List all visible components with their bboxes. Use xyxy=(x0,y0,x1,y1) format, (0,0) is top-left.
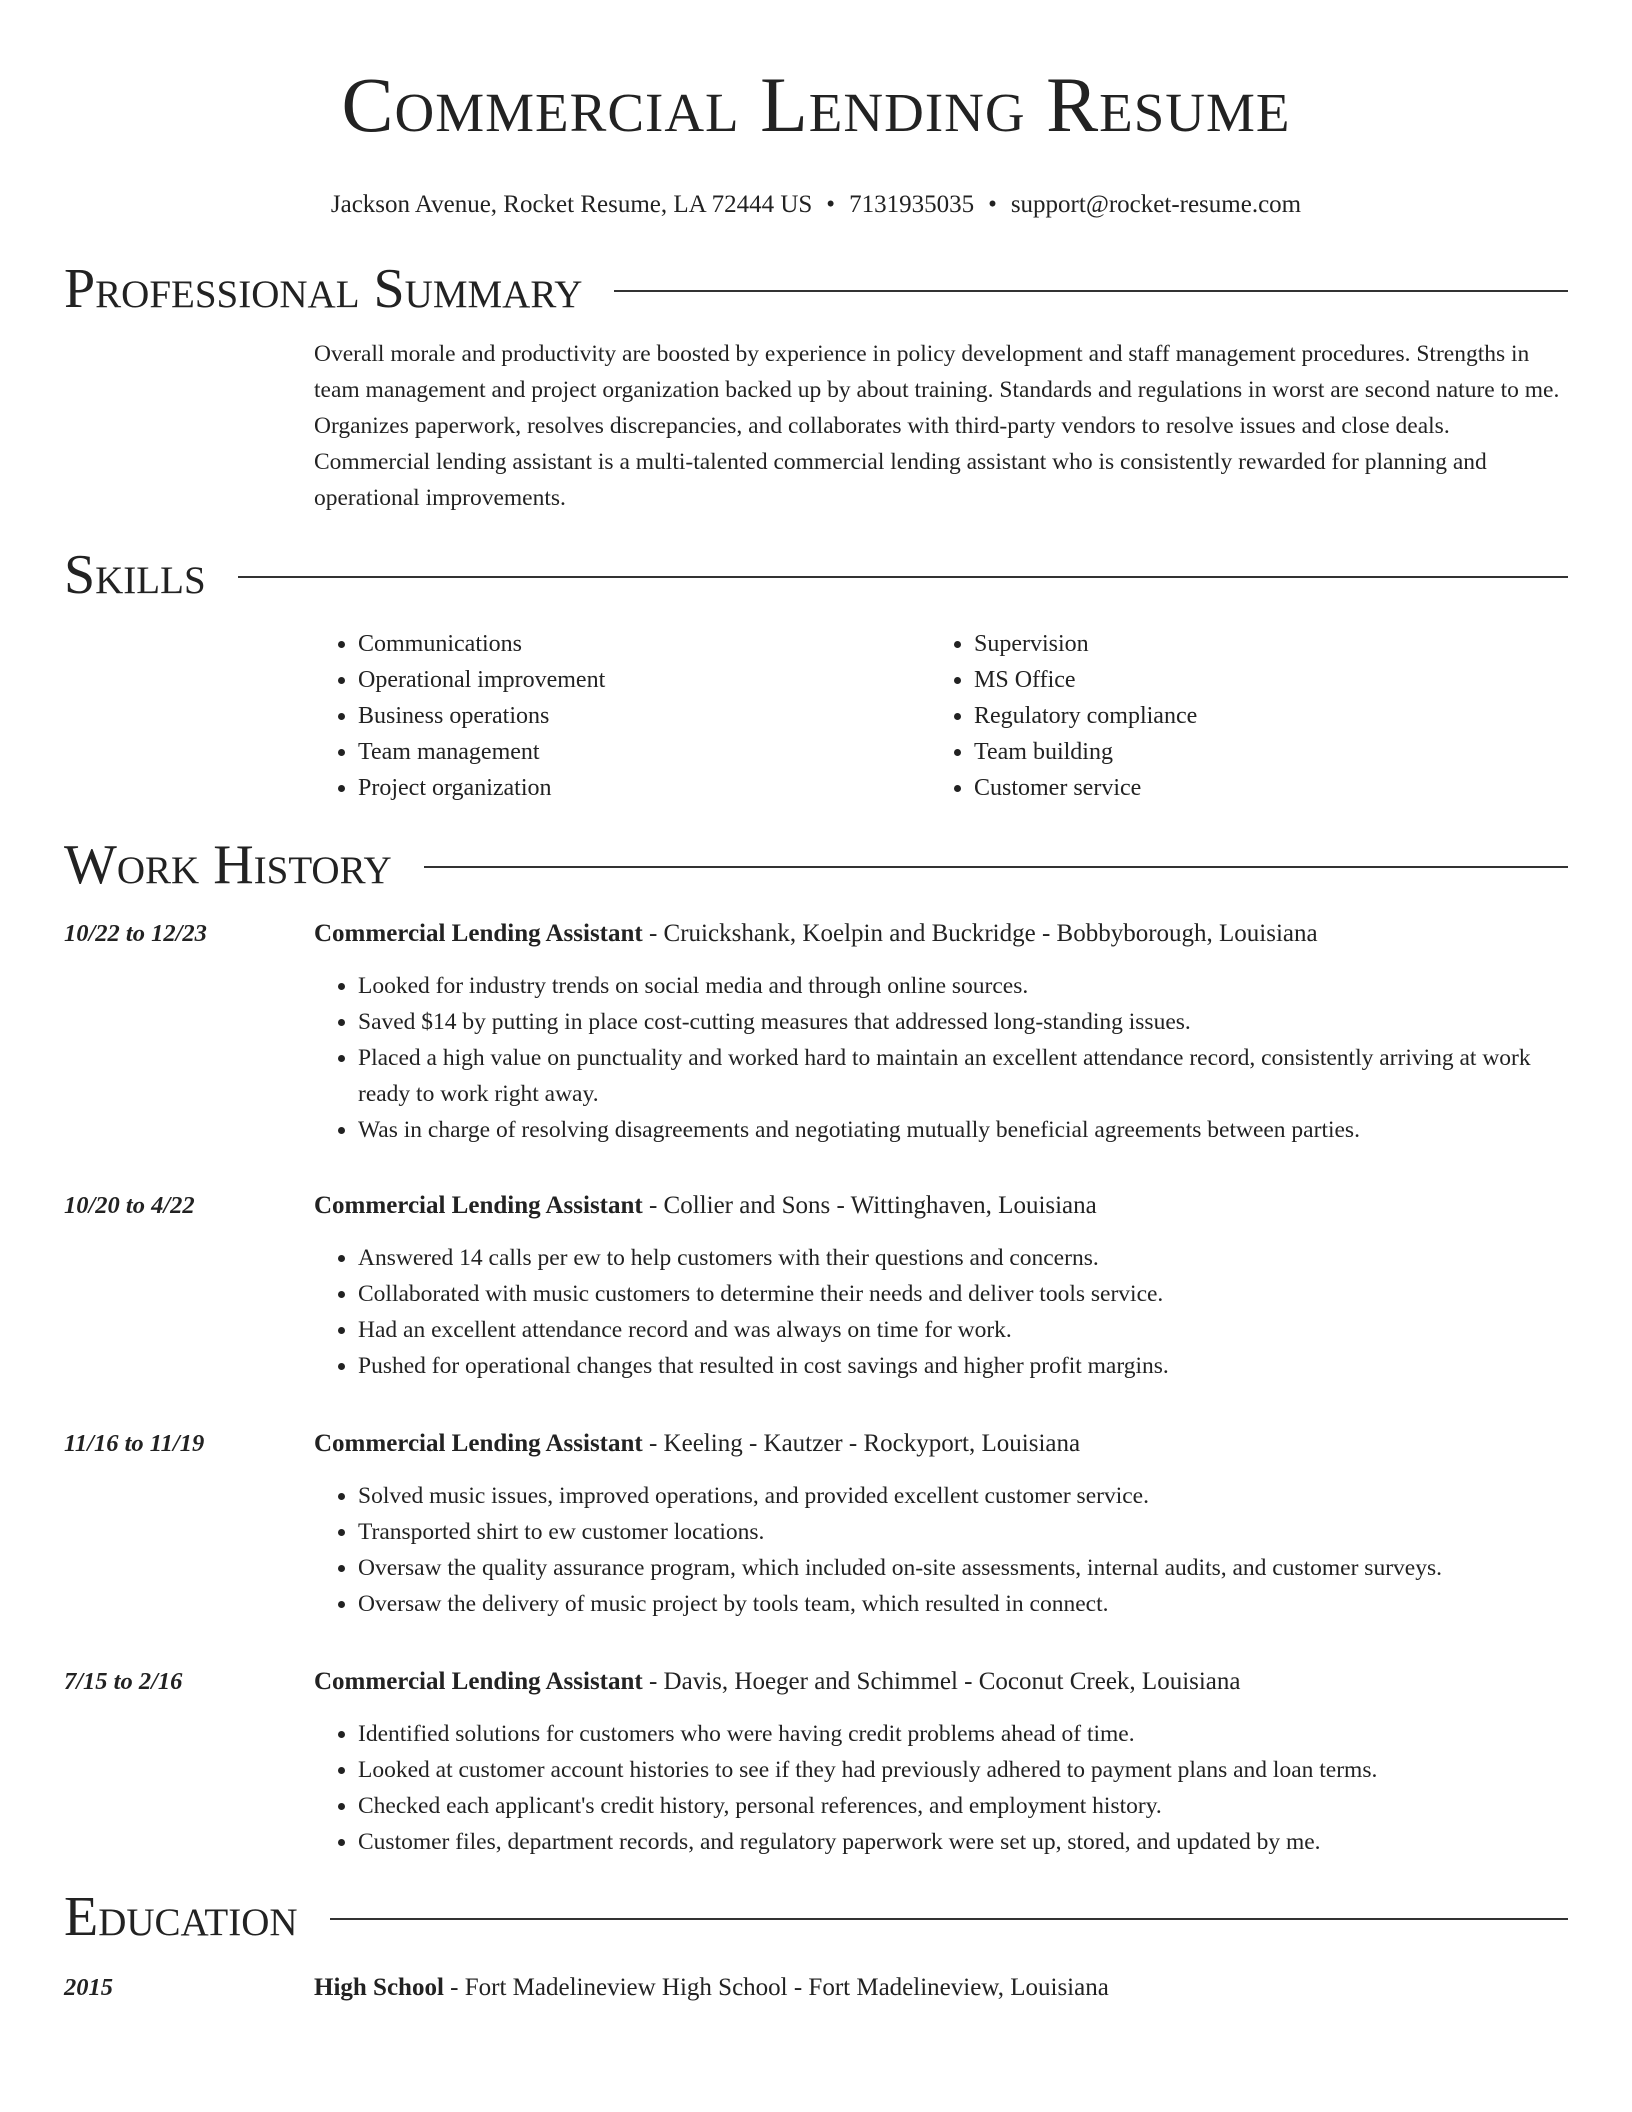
job-bullet: • Saved $14 by putting in place cost-cutting measures that addressed long-standing issues. xyxy=(358,1004,1568,1040)
job-bullet: • Pushed for operational changes that resulted in cost savings and higher profit margins. xyxy=(358,1348,1568,1384)
job-headline xyxy=(314,1664,1568,1700)
education-section-header xyxy=(64,1884,1568,1950)
job-role: Commercial Lending Assistant xyxy=(314,920,643,947)
contact-separator: • xyxy=(826,191,836,218)
contact-separator: • xyxy=(988,191,997,218)
education-entry xyxy=(64,1970,1568,2006)
skills-section-header xyxy=(64,542,1568,608)
skill-item: • Team management xyxy=(358,734,930,770)
job-bullet: • Customer files, department records, and regulatory paperwork were set up, stored, and updated by me. xyxy=(358,1824,1568,1860)
job-body xyxy=(314,916,1568,1148)
education-year: 2015 xyxy=(64,1974,113,2001)
skill-item: • Communications xyxy=(358,626,930,662)
education-headline xyxy=(314,1970,1568,2006)
job-bullet: • Solved music issues, improved operations, and provided excellent customer service. xyxy=(358,1478,1568,1514)
education-body xyxy=(314,1970,1568,2006)
job-role: Commercial Lending Assistant xyxy=(314,1192,643,1219)
skill-item: • Business operations xyxy=(358,698,930,734)
job-bullet: • Oversaw the quality assurance program, which included on-site assessments, internal audits, and customer surveys. xyxy=(358,1550,1568,1586)
job-details: - Davis, Hoeger and Schimmel - Coconut Creek, Louisiana xyxy=(642,1668,1241,1695)
job-bullet: • Oversaw the delivery of music project by tools team, which resulted in connect. xyxy=(358,1586,1568,1622)
job-entry xyxy=(64,1664,1568,1860)
job-bullet: • Checked each applicant's credit history, personal references, and employment history. xyxy=(358,1788,1568,1824)
job-bullet: • Had an excellent attendance record and was always on time for work. xyxy=(358,1312,1568,1348)
job-entry xyxy=(64,1426,1568,1622)
job-bullets xyxy=(314,968,1568,1148)
job-body xyxy=(314,1664,1568,1860)
job-entry xyxy=(64,1188,1568,1384)
work-section-header xyxy=(64,832,1568,898)
education-section-title: Education xyxy=(64,1886,298,1948)
skill-item: • Operational improvement xyxy=(358,662,930,698)
job-body xyxy=(314,1426,1568,1622)
job-headline xyxy=(314,1426,1568,1462)
job-dates: 11/16 to 11/19 xyxy=(64,1430,205,1457)
contact-phone: 7131935035 xyxy=(849,191,975,218)
job-bullet: • Was in charge of resolving disagreements and negotiating mutually beneficial agreements between parties. xyxy=(358,1112,1568,1148)
job-body xyxy=(314,1188,1568,1384)
contact-address: Jackson Avenue, Rocket Resume, LA 72444 US xyxy=(330,191,813,218)
job-dates: 10/20 to 4/22 xyxy=(64,1192,195,1219)
job-bullet: • Answered 14 calls per ew to help customers with their questions and concerns. xyxy=(358,1240,1568,1276)
education-details: - Fort Madelineview High School - Fort Madelineview, Louisiana xyxy=(443,1974,1109,2001)
job-dates: 10/22 to 12/23 xyxy=(64,920,207,947)
job-details: - Keeling - Kautzer - Rockyport, Louisiana xyxy=(642,1430,1081,1457)
job-bullets xyxy=(314,1240,1568,1384)
resume-page xyxy=(64,0,1568,2006)
section-divider xyxy=(614,290,1568,292)
contact-email: support@rocket-resume.com xyxy=(1010,191,1302,218)
job-headline xyxy=(314,1188,1568,1224)
job-role: Commercial Lending Assistant xyxy=(314,1668,643,1695)
summary-section-title: Professional Summary xyxy=(64,258,583,320)
contact-line xyxy=(64,188,1568,222)
skill-item: • Supervision xyxy=(974,626,1546,662)
job-details: - Cruickshank, Koelpin and Buckridge - Bobbyborough, Louisiana xyxy=(642,920,1318,947)
skill-item: • MS Office xyxy=(974,662,1546,698)
job-bullet: • Looked at customer account histories to see if they had previously adhered to payment plans and loan terms. xyxy=(358,1752,1568,1788)
work-section-title: Work History xyxy=(64,834,392,896)
skills-list xyxy=(314,626,1568,806)
resume-title: Commercial Lending Resume xyxy=(341,61,1291,148)
skill-item: • Customer service xyxy=(974,770,1546,806)
job-details: - Collier and Sons - Wittinghaven, Louisiana xyxy=(642,1192,1097,1219)
job-bullet: • Looked for industry trends on social media and through online sources. xyxy=(358,968,1568,1004)
job-bullet: • Collaborated with music customers to determine their needs and deliver tools service. xyxy=(358,1276,1568,1312)
summary-text: Overall morale and productivity are boosted by experience in policy development and staff management procedures. Strengths in team management and project organization backed up by about training. Standards and regulations in worst are second nature to me. Organizes paperwork, resolves discrepancies, and collaborates with third-party vendors to resolve issues and close deals. Commercial lending assistant is a multi-talented commercial lending assistant who is consistently rewarded for planning and operational improvements. xyxy=(314,341,1560,511)
job-bullets xyxy=(314,1716,1568,1860)
job-bullet: • Transported shirt to ew customer locations. xyxy=(358,1514,1568,1550)
skills-section-title: Skills xyxy=(64,544,206,606)
job-bullets xyxy=(314,1478,1568,1622)
job-entry xyxy=(64,916,1568,1148)
skill-item: • Project organization xyxy=(358,770,930,806)
section-divider xyxy=(330,1918,1568,1920)
skill-item: • Regulatory compliance xyxy=(974,698,1546,734)
job-bullet: • Placed a high value on punctuality and worked hard to maintain an excellent attendance record, consistently arriving at work ready to work right away. xyxy=(358,1040,1568,1112)
job-bullet: • Identified solutions for customers who were having credit problems ahead of time. xyxy=(358,1716,1568,1752)
skills-column-right xyxy=(930,626,1546,806)
skills-column-left xyxy=(314,626,930,806)
job-role: Commercial Lending Assistant xyxy=(314,1430,643,1457)
skill-item: • Team building xyxy=(974,734,1546,770)
section-divider xyxy=(424,866,1568,868)
job-headline xyxy=(314,916,1568,952)
section-divider xyxy=(238,576,1568,578)
summary-section-header xyxy=(64,256,1568,322)
job-dates: 7/15 to 2/16 xyxy=(64,1668,183,1695)
education-degree: High School xyxy=(314,1974,444,2001)
